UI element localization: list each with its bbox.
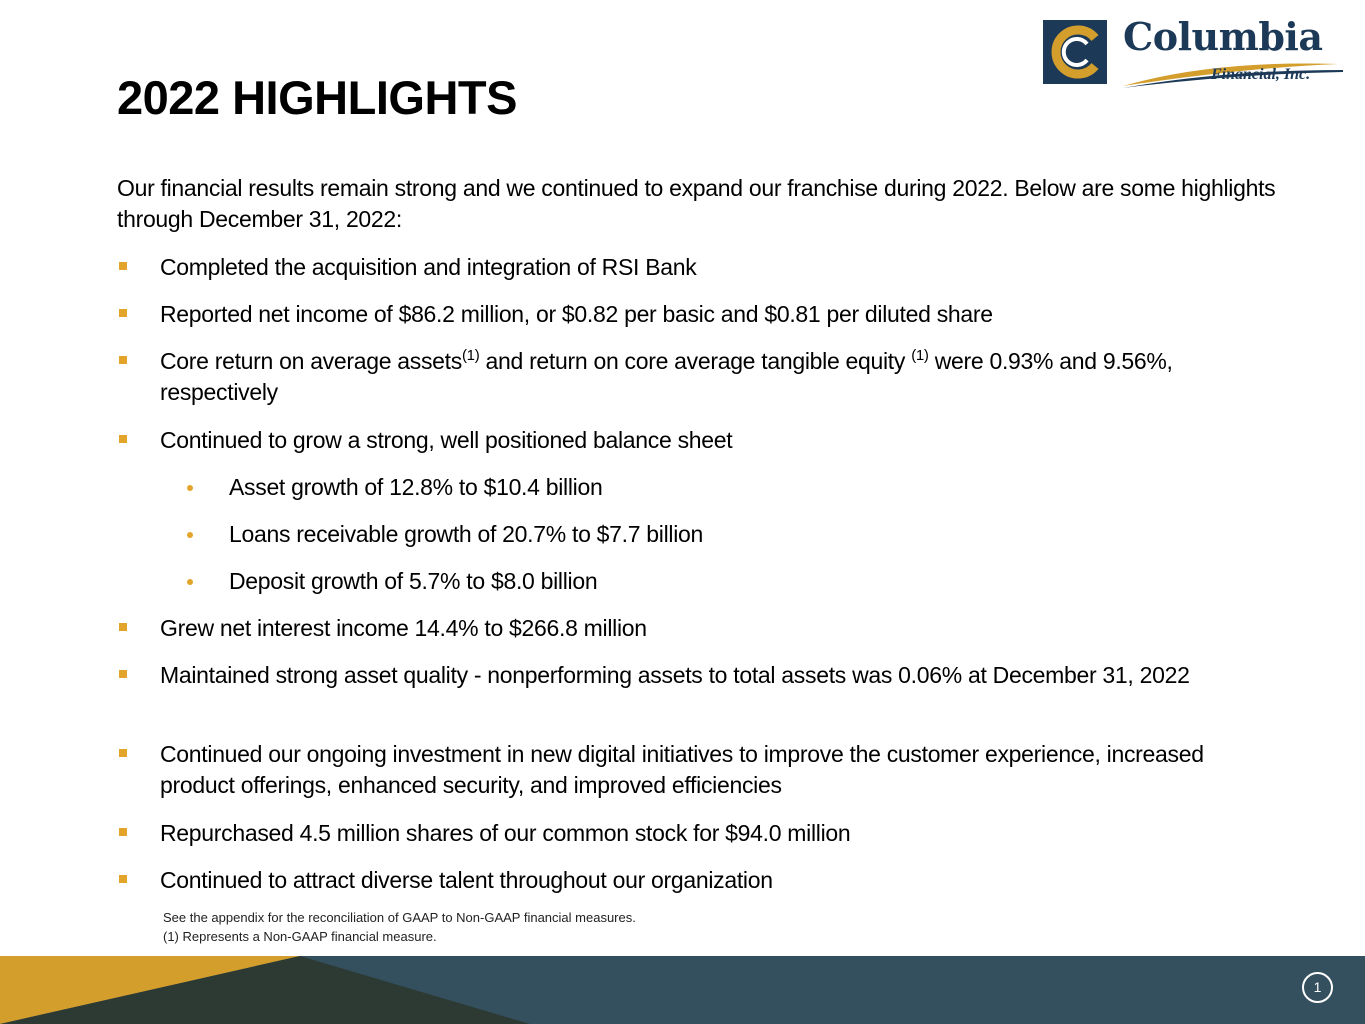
sub-list-item: Loans receivable growth of 20.7% to $7.7 billion xyxy=(117,519,1277,550)
list-item: Grew net interest income 14.4% to $266.8 million xyxy=(117,613,1277,644)
square-bullet-icon xyxy=(119,670,127,678)
slide-title: 2022 HIGHLIGHTS xyxy=(117,71,517,124)
list-item: Reported net income of $86.2 million, or $0.82 per basic and $0.81 per diluted share xyxy=(117,299,1277,330)
sub-list-item: Deposit growth of 5.7% to $8.0 billion xyxy=(117,566,1277,597)
list-item: Continued to grow a strong, well positioned balance sheet xyxy=(117,425,1277,456)
intro-paragraph: Our financial results remain strong and we continued to expand our franchise during 2022. Below are some highlights through December 31, 2022: xyxy=(117,175,1276,232)
company-logo xyxy=(1043,14,1343,88)
square-bullet-icon xyxy=(119,262,127,270)
list-item: Core return on average assets$^{(1)}$ and return on core average tangible equity $^{(1)}$ were 0.93% and 9.56%, respectively xyxy=(117,346,1277,408)
square-bullet-icon xyxy=(119,875,127,883)
dot-bullet-icon xyxy=(187,532,193,538)
sub-list-item: Asset growth of 12.8% to $10.4 billion xyxy=(117,472,1277,503)
footnote-non-gaap: (1) Represents a Non-GAAP financial measure. xyxy=(163,929,437,944)
square-bullet-icon xyxy=(119,356,127,364)
list-item: Repurchased 4.5 million shares of our common stock for $94.0 million xyxy=(117,818,1277,849)
list-item: Maintained strong asset quality - nonperforming assets to total assets was 0.06% at December 31, 2022 xyxy=(117,660,1277,691)
footnotes xyxy=(163,908,636,946)
square-bullet-icon xyxy=(119,623,127,631)
square-bullet-icon xyxy=(119,749,127,757)
square-bullet-icon xyxy=(119,435,127,443)
list-item: Continued to attract diverse talent throughout our organization xyxy=(117,865,1277,896)
dot-bullet-icon xyxy=(187,579,193,585)
footer-band xyxy=(0,956,1365,1024)
logo-subtitle: Financial, Inc. xyxy=(1211,66,1311,83)
page-number: 1 xyxy=(1302,972,1333,1003)
square-bullet-icon xyxy=(119,828,127,836)
logo-wordmark: Columbia xyxy=(1123,14,1323,59)
list-item: Continued our ongoing investment in new digital initiatives to improve the customer experience, increased product offerings, enhanced security, and improved efficiencies xyxy=(117,739,1277,801)
square-bullet-icon xyxy=(119,309,127,317)
columbia-c-logo-icon xyxy=(1043,20,1107,84)
list-item: Completed the acquisition and integration of RSI Bank xyxy=(117,252,1277,283)
dot-bullet-icon xyxy=(187,485,193,491)
footnote-appendix: See the appendix for the reconciliation of GAAP to Non-GAAP financial measures. xyxy=(163,910,636,925)
